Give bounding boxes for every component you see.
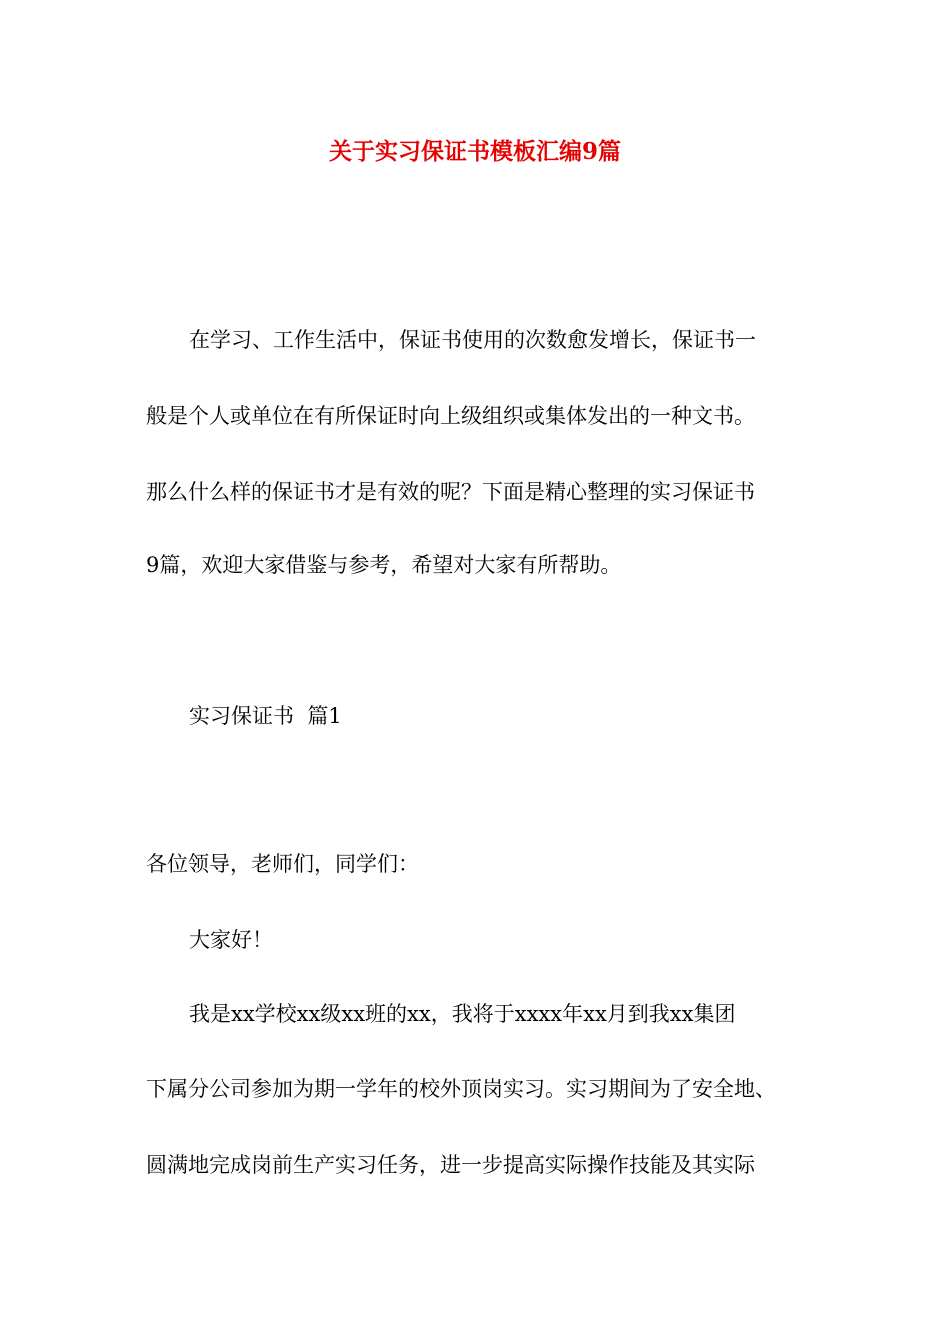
- intro-line-1: 在学习、工作生活中，保证书使用的次数愈发增长，保证书一: [189, 328, 756, 352]
- body-line-1: 我是xx学校xx级xx班的xx，我将于xxxx年xx月到我xx集团: [189, 1002, 736, 1026]
- section-heading: 实习保证书 篇1: [189, 704, 342, 728]
- greeting: 大家好！: [189, 928, 273, 952]
- page-title: 关于实习保证书模板汇编9篇: [328, 138, 621, 165]
- intro-line-4: 9篇，欢迎大家借鉴与参考，希望对大家有所帮助。: [146, 553, 622, 577]
- salutation: 各位领导，老师们，同学们：: [146, 852, 419, 876]
- body-line-2: 下属分公司参加为期一学年的校外顶岗实习。实习期间为了安全地、: [146, 1077, 776, 1101]
- body-line-3: 圆满地完成岗前生产实习任务，进一步提高实际操作技能及其实际: [146, 1153, 755, 1177]
- intro-line-2: 般是个人或单位在有所保证时向上级组织或集体发出的一种文书。: [146, 404, 755, 428]
- intro-line-3: 那么什么样的保证书才是有效的呢？下面是精心整理的实习保证书: [146, 480, 755, 504]
